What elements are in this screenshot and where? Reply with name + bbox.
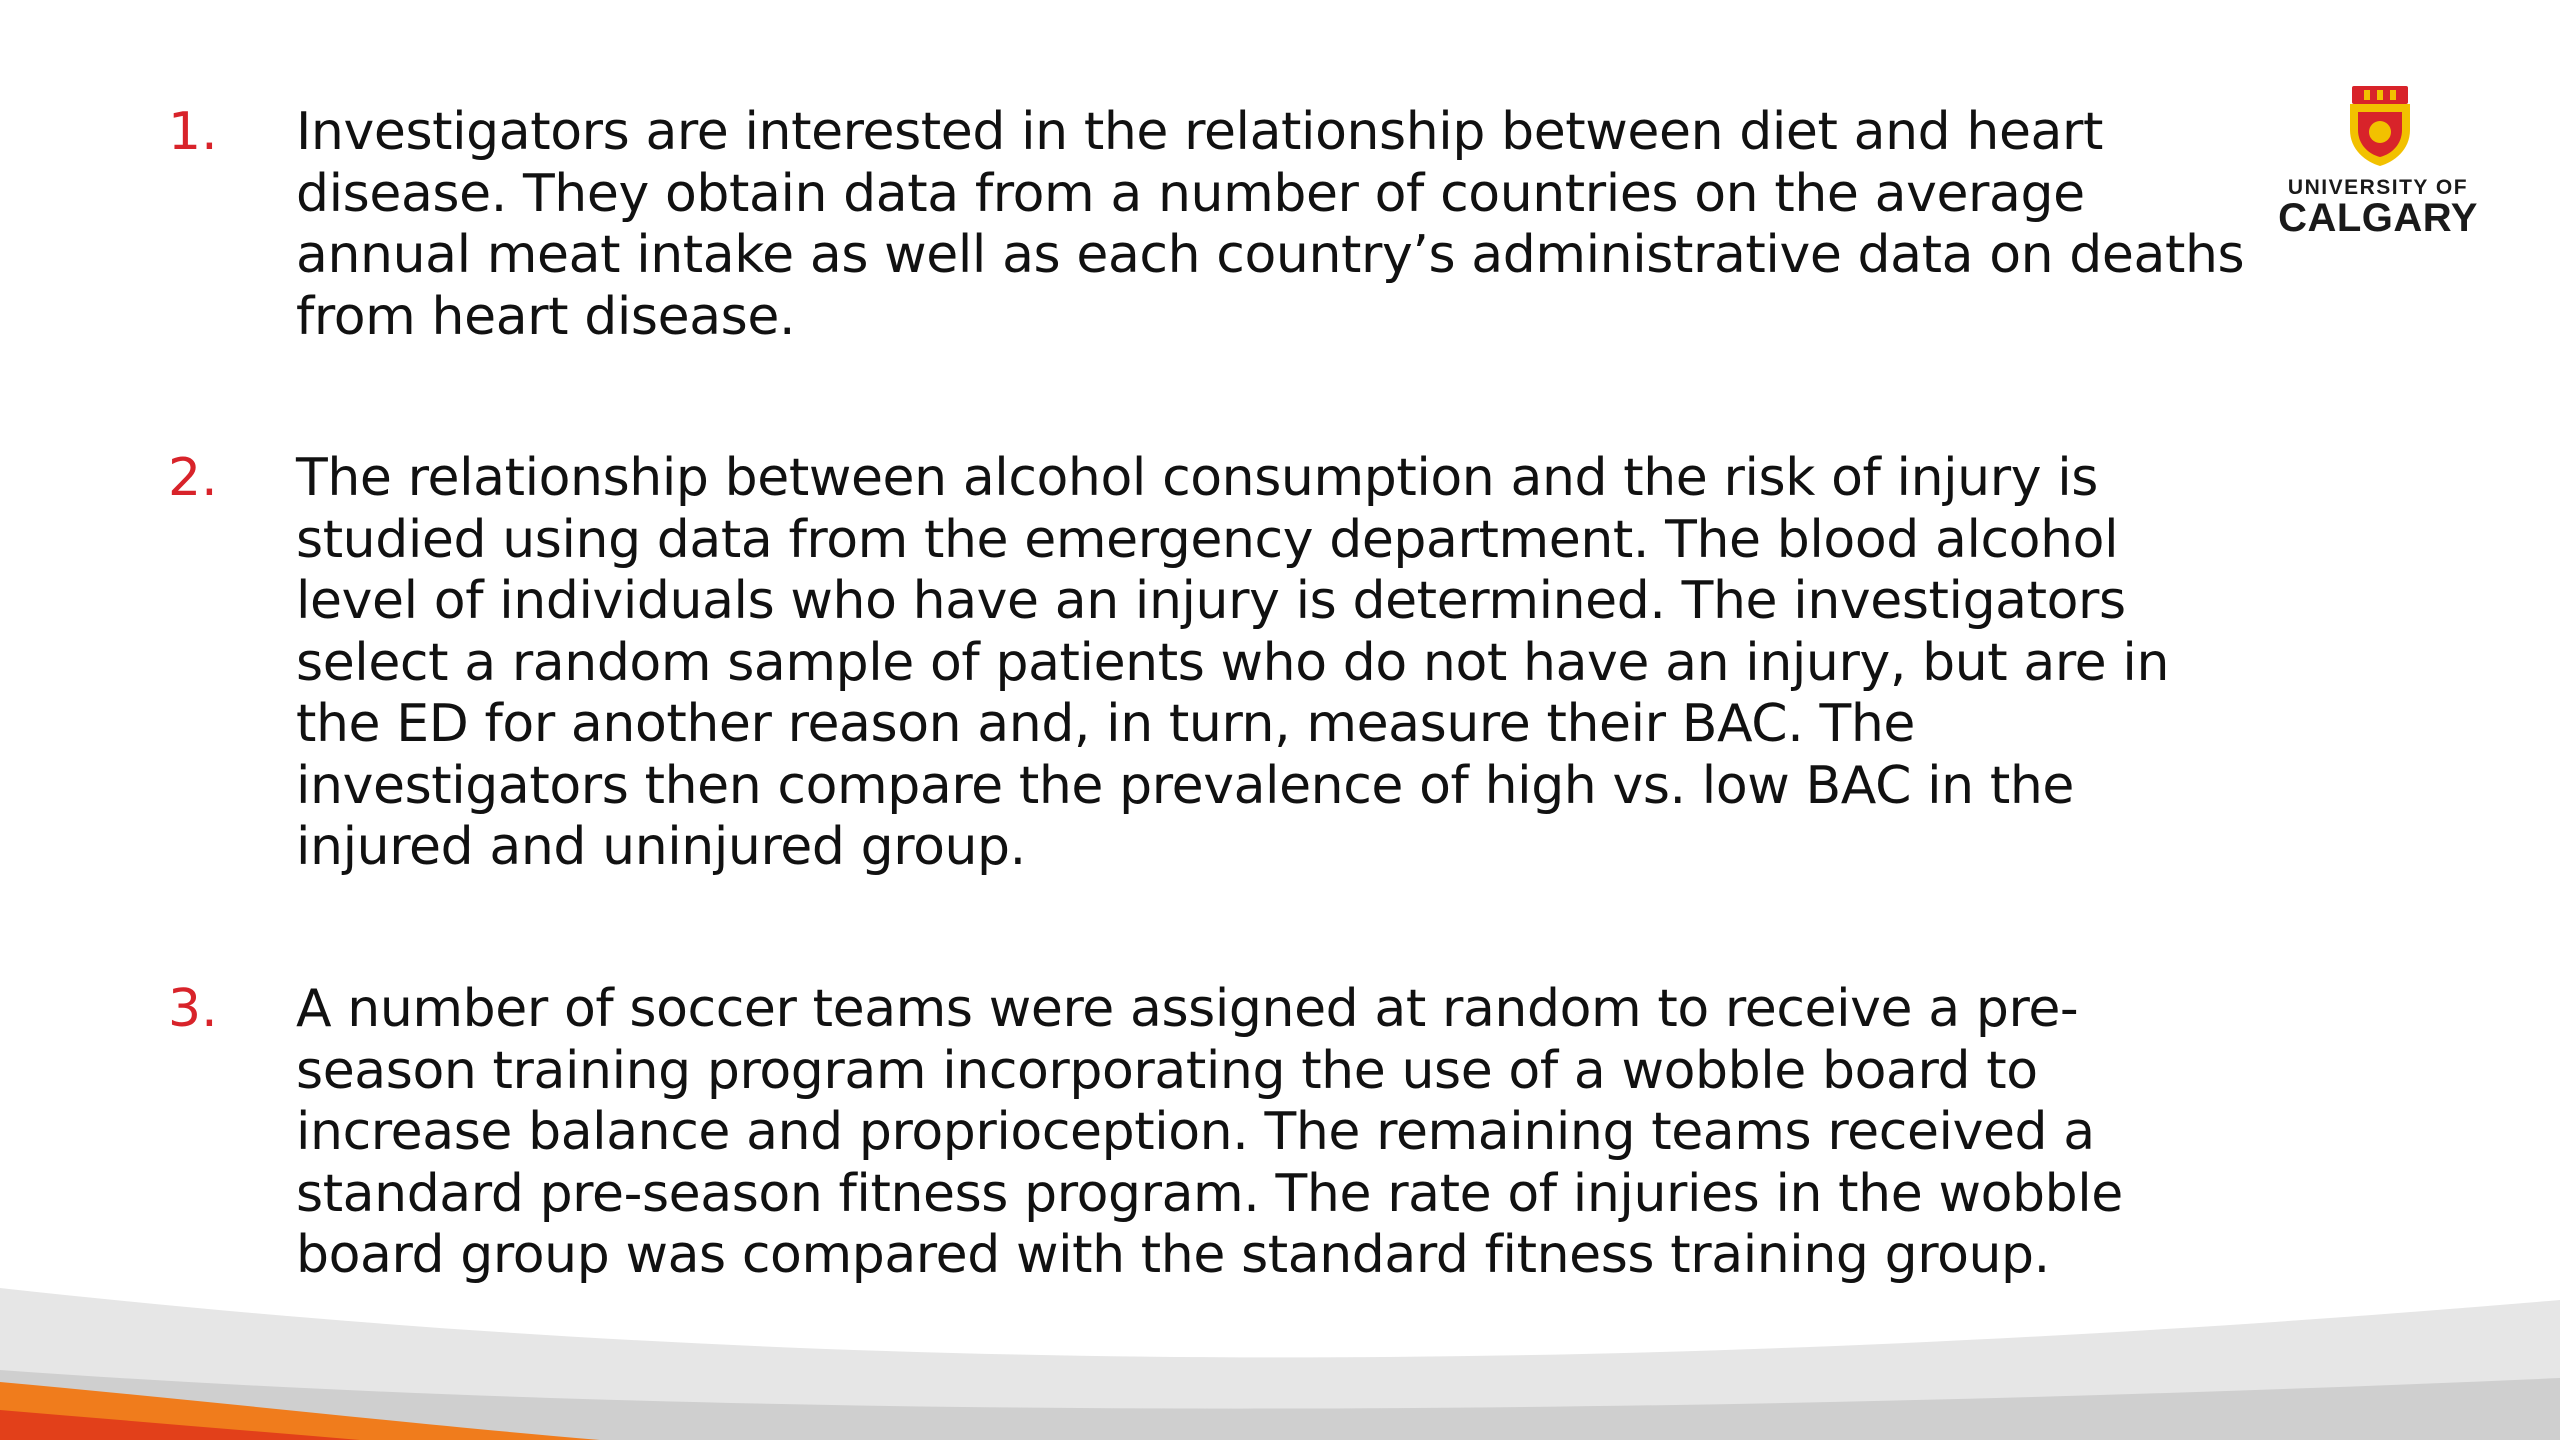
- university-crest-icon: [2346, 84, 2414, 168]
- text-line: injured and uninjured group.: [296, 817, 1026, 877]
- text-line: Investigators are interested in the relationship between diet and heart: [296, 102, 2103, 162]
- item-number: 2.: [168, 448, 218, 508]
- text-line: level of individuals who have an injury is determined. The investigators: [296, 571, 2126, 631]
- text-line: investigators then compare the prevalence of high vs. low BAC in the: [296, 755, 2074, 816]
- university-logo: [2272, 84, 2484, 240]
- item-text: [296, 102, 2266, 348]
- item-number: 3.: [168, 979, 218, 1039]
- footer-swoosh: [0, 1270, 2560, 1440]
- item-text: [296, 448, 2266, 879]
- logo-wordmark-top: UNIVERSITY OF: [2287, 176, 2469, 199]
- text-line: disease. They obtain data from a number of countries on the average: [296, 163, 2085, 224]
- logo-wordmark-bottom: CALGARY: [2278, 196, 2478, 240]
- text-line: select a random sample of patients who do not have an injury, but are in: [296, 632, 2170, 693]
- item-text: [296, 979, 2266, 1287]
- text-line: the ED for another reason and, in turn, measure their BAC. The: [296, 694, 1915, 754]
- text-line: studied using data from the emergency department. The blood alcohol: [296, 509, 2119, 570]
- text-line: increase balance and proprioception. The remaining teams received a: [296, 1102, 2095, 1162]
- text-line: A number of soccer teams were assigned at random to receive a pre-: [296, 979, 2079, 1039]
- item-number: 1.: [168, 102, 218, 162]
- text-line: season training program incorporating the use of a wobble board to: [296, 1040, 2038, 1101]
- text-line: annual meat intake as well as each country’s administrative data on deaths: [296, 225, 2245, 285]
- text-line: board group was compared with the standard fitness training group.: [296, 1225, 2050, 1285]
- text-line: The relationship between alcohol consumption and the risk of injury is: [296, 448, 2098, 508]
- text-line: from heart disease.: [296, 286, 796, 347]
- text-line: standard pre-season fitness program. The rate of injuries in the wobble: [296, 1163, 2123, 1224]
